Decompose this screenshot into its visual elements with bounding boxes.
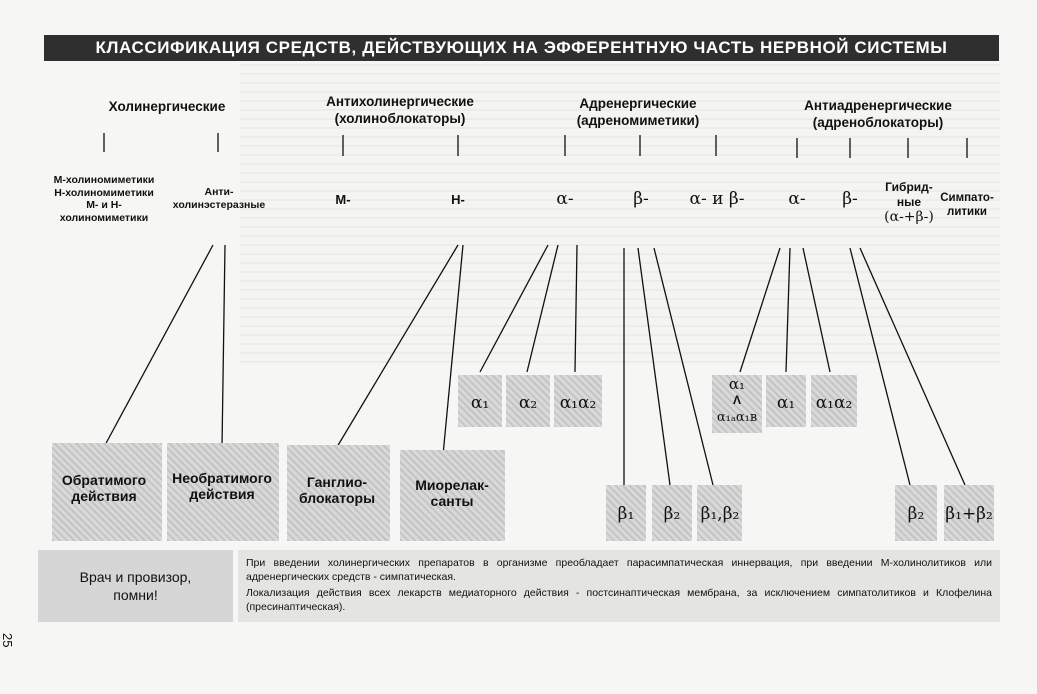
group-antiadrenergic-sub: (адреноблокаторы) — [812, 115, 944, 130]
subgroup-sympatholytics: Симпато- литики — [940, 192, 994, 218]
leaf-block-alpha1ab: α₁ₐα₁в — [716, 410, 758, 425]
subgroup-alpha: α- — [556, 189, 574, 209]
page-number: 25 — [0, 633, 15, 648]
group-antiadrenergic: Антиадренергические — [804, 98, 952, 113]
leaf-block-alpha12: α₁α₂ — [815, 393, 853, 413]
page-title: КЛАССИФИКАЦИЯ СРЕДСТВ, ДЕЙСТВУЮЩИХ НА ЭФФЕРЕНТНУЮ ЧАСТЬ НЕРВНОЙ СИСТЕМЫ — [44, 35, 999, 61]
leaf-alpha1: α₁ — [470, 393, 490, 413]
leaf-block-alpha1: α₁ — [776, 393, 796, 413]
group-adrenergic: Адренергические — [579, 96, 697, 111]
reminder-box: Врач и провизор, помни! — [38, 550, 233, 622]
subgroup-block-beta: β- — [842, 189, 858, 209]
leaf-block-alpha1-top: α₁ — [728, 375, 746, 393]
subgroup-beta: β- — [633, 189, 649, 209]
note-1: При введении холинергических препаратов в организме преобладает парасимпатическая иннервация, при введении М-холинолитиков или адренергических средств - симпатическая. — [246, 557, 992, 583]
leaf-reversible: Обратимого действия — [61, 472, 147, 504]
subgroup-block-alpha: α- — [788, 189, 806, 209]
group-cholinergic: Холинергические — [108, 99, 226, 114]
subgroup-alpha-beta: α- и β- — [689, 189, 745, 209]
notes-box — [238, 550, 1000, 622]
leaf-alpha12: α₁α₂ — [559, 393, 597, 413]
leaf-beta1: β₁ — [617, 504, 635, 524]
leaf-myorelaxants: Миорелак- санты — [415, 477, 489, 509]
subgroup-hybrid: Гибрид- ные (α-+β-) — [884, 180, 934, 225]
group-anticholinergic-sub: (холиноблокаторы) — [334, 111, 466, 126]
group-adrenergic-sub: (адреномиметики) — [576, 113, 700, 128]
caret-icon: Λ — [732, 393, 742, 407]
leaf-beta2: β₂ — [663, 504, 681, 524]
subgroup-cholinomimetics: М-холиномиметики Н-холиномиметики М- и Н- холиномиметики — [53, 174, 155, 224]
leaf-block-beta12: β₁+β₂ — [945, 504, 993, 524]
leaf-beta12: β₁,β₂ — [700, 504, 740, 524]
subgroup-m: М- — [335, 192, 351, 207]
group-anticholinergic: Антихолинергические — [326, 94, 474, 109]
leaf-block-beta2: β₂ — [907, 504, 925, 524]
leaf-alpha2: α₂ — [518, 393, 538, 413]
note-2: Локализация действия всех лекарств медиаторного действия - постсинаптическая мембрана, за исключением симпатолитиков и Клофелина (пресинаптическая). — [246, 587, 992, 613]
leaf-ganglioblockers: Ганглио- блокаторы — [298, 474, 376, 506]
subgroup-n: Н- — [451, 192, 465, 207]
leaf-irreversible: Необратимого действия — [172, 470, 272, 502]
subgroup-anticholinesterase: Анти- холинэстеразные — [172, 186, 266, 211]
